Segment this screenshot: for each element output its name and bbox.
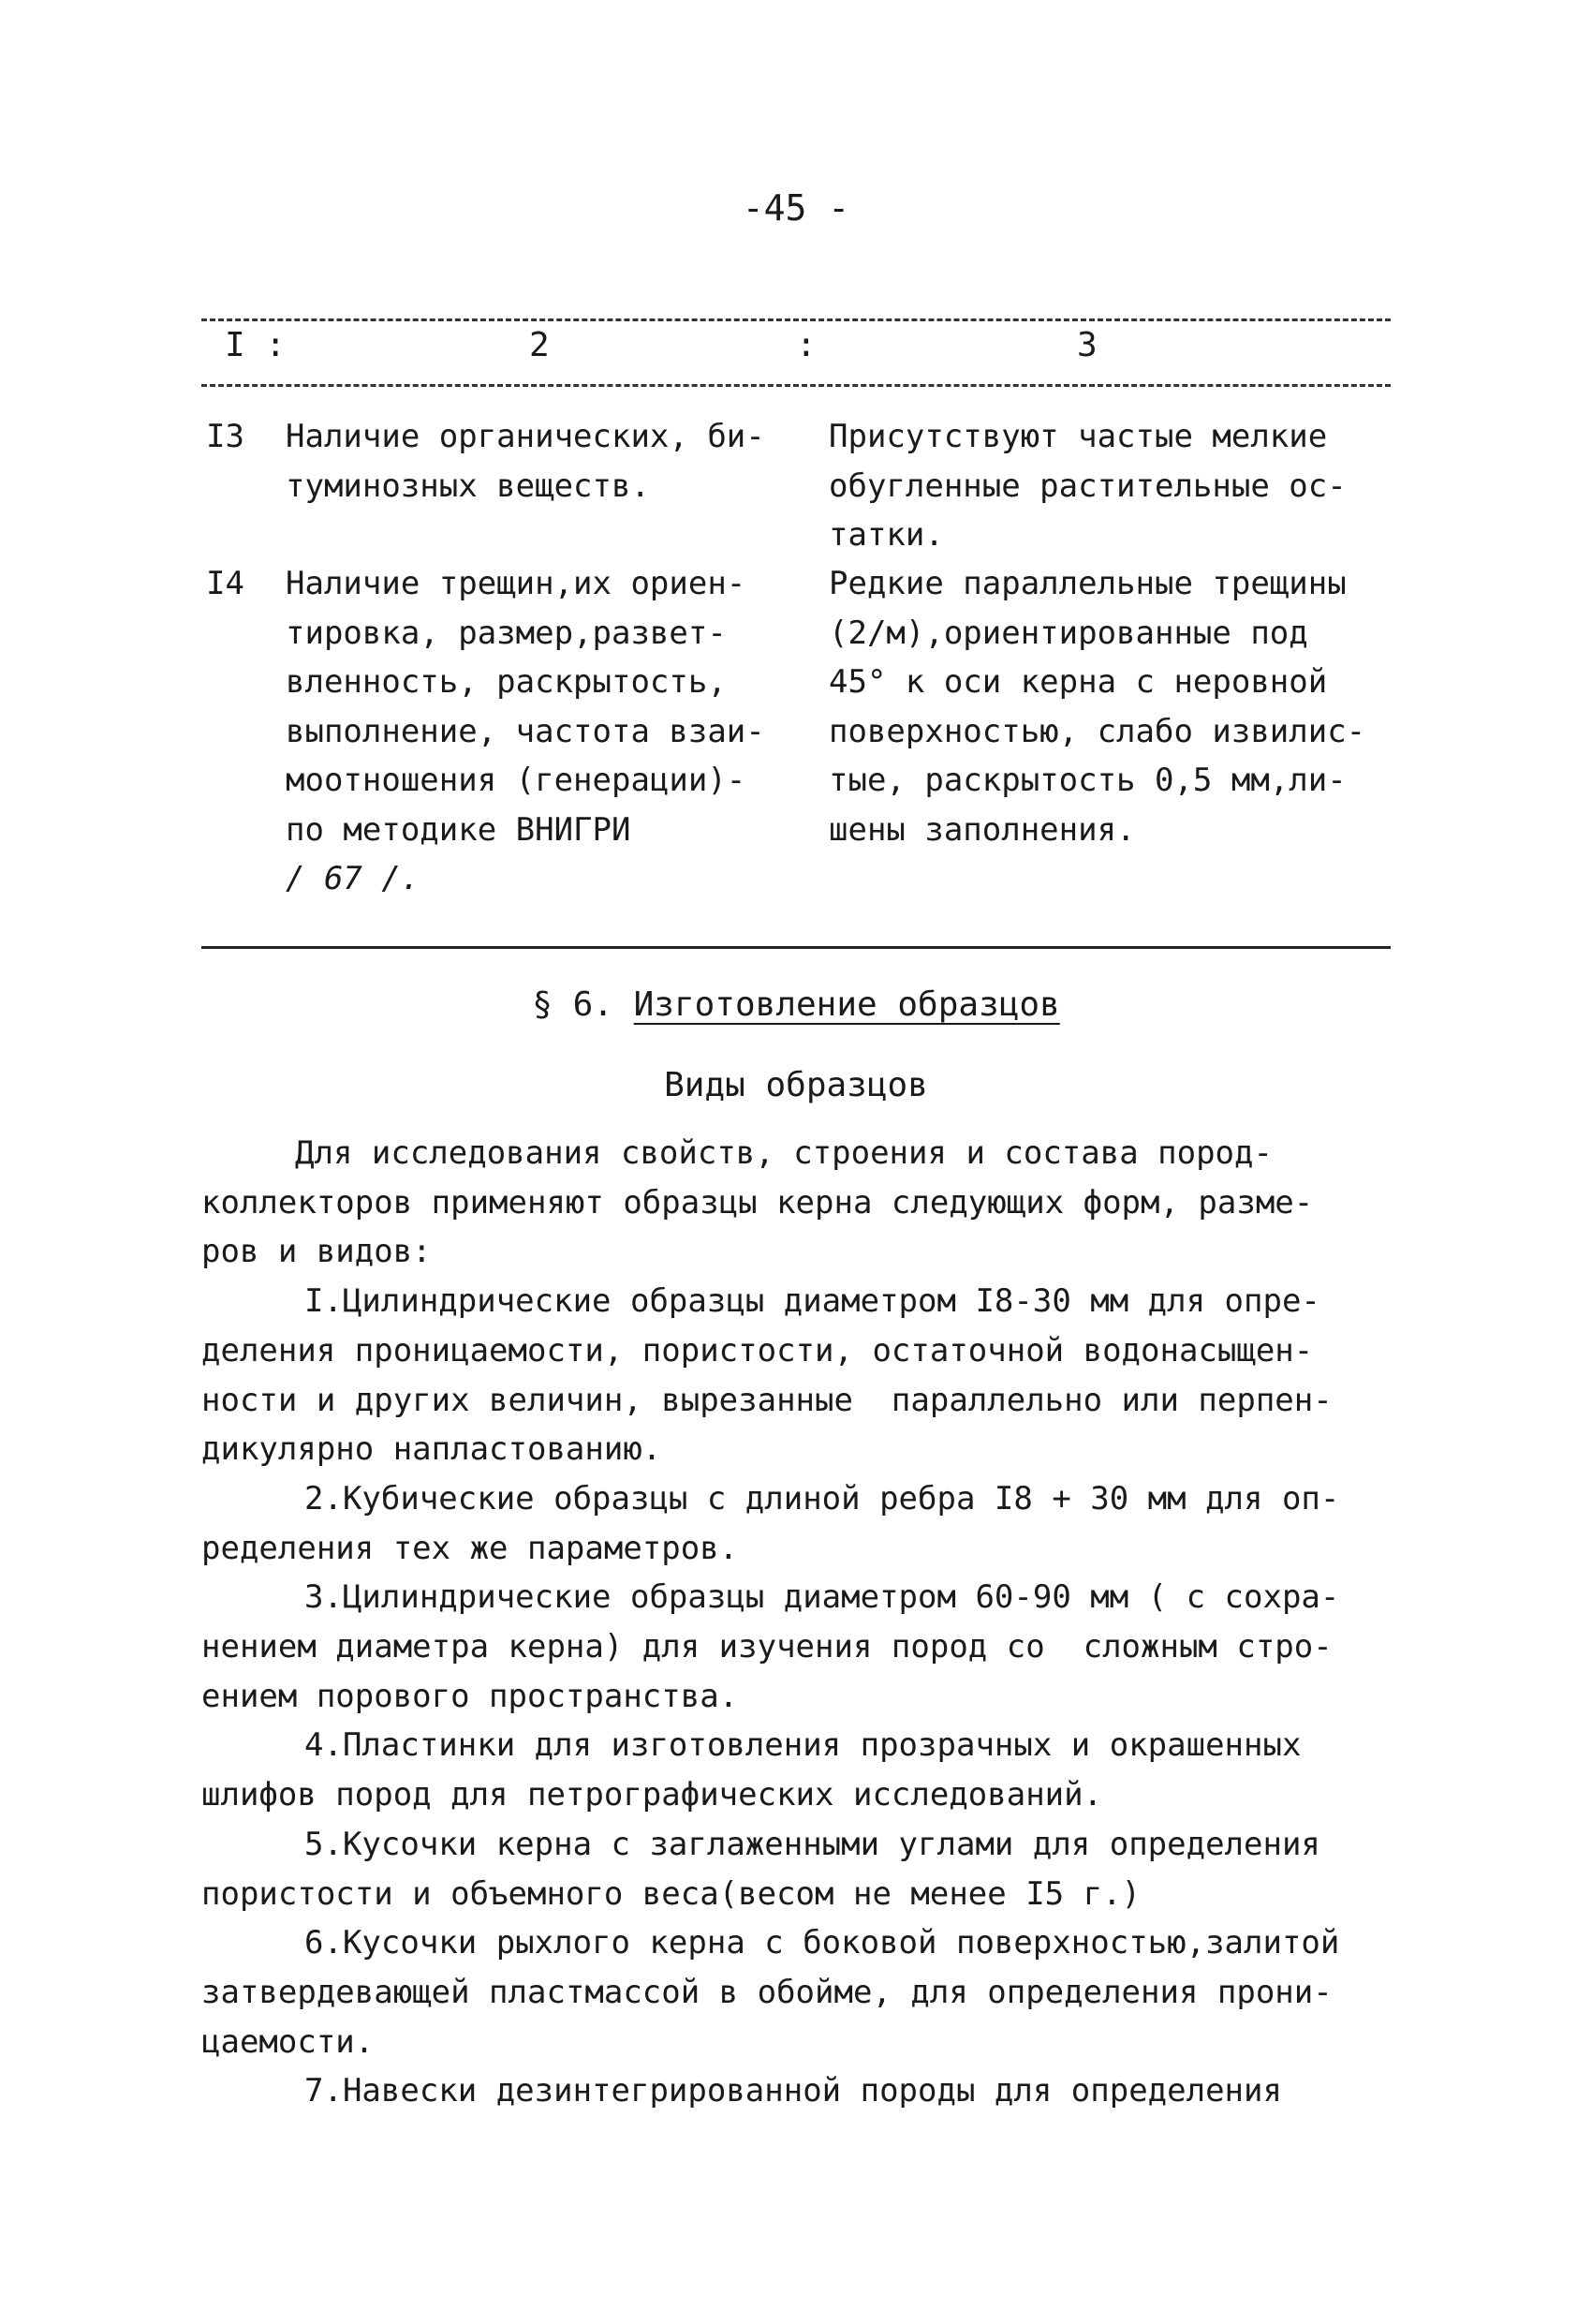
list-item: I.Цилиндрические образцы диаметром I8-30 мм для опре-: [304, 1282, 1320, 1321]
text-line: тировка, размер,развет-: [286, 614, 727, 652]
list-item: 3.Цилиндрические образцы диаметром 60-90 мм ( с сохра-: [304, 1578, 1340, 1617]
text-line: поверхностью, слабо извилис-: [829, 712, 1366, 750]
table-bottom-rule: [201, 946, 1391, 949]
text-line: моотношения (генерации)-: [286, 762, 746, 799]
list-item: 6.Кусочки рыхлого керна с боковой поверхностью,залитой: [304, 1924, 1340, 1962]
row-description: [829, 559, 1409, 854]
column-header-2: 2: [529, 326, 550, 364]
text-line: тые, раскрытость 0,5 мм,ли-: [829, 762, 1347, 799]
column-header-1: I :: [225, 326, 287, 364]
text-line: выполнение, частота взаи-: [286, 712, 765, 750]
list-item: 7.Навески дезинтегрированной породы для определения: [304, 2072, 1282, 2110]
paragraph-line: деления проницаемости, пористости, остаточной водонасыщен-: [201, 1331, 1314, 1369]
row-number: I3: [206, 418, 244, 455]
paragraph-line: затвердевающей пластмассой в обойме, для определения прони-: [201, 1973, 1333, 2011]
text-line: туминозных веществ.: [286, 466, 650, 505]
text-line: шены заполнения.: [829, 810, 1136, 849]
section-title: Изготовление образцов: [633, 985, 1060, 1024]
reference-citation: / 67 /.: [286, 860, 420, 897]
text-line: татки.: [829, 516, 944, 554]
paragraph-line: коллекторов применяют образцы керна следующих форм, разме-: [201, 1183, 1314, 1221]
section-prefix: § 6.: [532, 985, 634, 1024]
body-text: [201, 1129, 1409, 2116]
paragraph-line: нением диаметра керна) для изучения пород со сложным стро-: [201, 1628, 1333, 1666]
text-line: 45° к оси керна с неровной: [829, 663, 1328, 701]
text-line: по методике ВНИГРИ: [286, 810, 631, 849]
page-number: -45 -: [742, 187, 850, 229]
paragraph-line: дикулярно напластованию.: [201, 1430, 662, 1469]
paragraph-line: ности и других величин, вырезанные параллельно или перпен-: [201, 1381, 1333, 1419]
paragraph-line: пористости и объемного веса(весом не менее I5 г.): [201, 1874, 1142, 1913]
row-parameter: [286, 412, 810, 511]
paragraph-line: ением порового пространства.: [201, 1677, 739, 1715]
section-heading: [0, 985, 1592, 1024]
text-line: обугленные растительные ос-: [829, 466, 1347, 505]
text-line: вленность, раскрытость,: [286, 663, 727, 701]
list-item: 5.Кусочки керна с заглаженными углами для определения: [304, 1825, 1320, 1863]
table-header-rule: [201, 384, 1391, 387]
row-parameter: [286, 559, 810, 904]
text-line: Редкие параллельные трещины: [829, 565, 1347, 602]
subheading: Виды образцов: [664, 1066, 928, 1104]
paragraph-line: ров и видов:: [201, 1233, 432, 1271]
paragraph-line: Для исследования свойств, строения и состава пород-: [295, 1134, 1273, 1172]
paragraph-line: ределения тех же параметров.: [201, 1529, 739, 1567]
table-top-rule: [201, 318, 1391, 321]
text-line: Присутствуют частые мелкие: [829, 418, 1328, 455]
list-item: 4.Пластинки для изготовления прозрачных и окрашенных: [304, 1726, 1302, 1765]
text-line: Наличие органических, би-: [286, 418, 765, 455]
paragraph-line: цаемости.: [201, 2022, 375, 2061]
row-description: [829, 412, 1409, 560]
list-item: 2.Кубические образцы с длиной ребра I8 + 30 мм для оп-: [304, 1479, 1340, 1517]
text-line: Наличие трещин,их ориен-: [286, 565, 746, 602]
column-header-separator: :: [796, 326, 817, 364]
column-header-3: 3: [1077, 326, 1098, 364]
text-line: (2/м),ориентированные под: [829, 614, 1308, 652]
paragraph-line: шлифов пород для петрографических исследований.: [201, 1776, 1103, 1814]
row-number: I4: [206, 565, 244, 602]
